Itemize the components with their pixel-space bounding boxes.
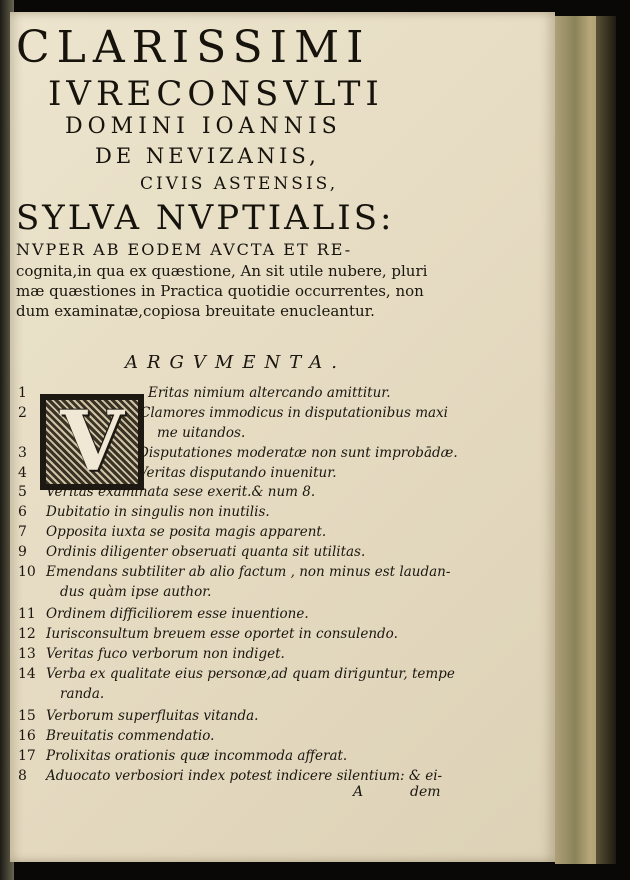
entry-text: Iurisconsultum breuem esse oportet in consulendo. [46, 626, 398, 642]
title-line-1: CLARISSIMI [16, 22, 371, 73]
entry-number: 10 [18, 564, 36, 580]
entry-number: 4 [18, 465, 27, 481]
entry-text: Ordinis diligenter obseruati quanta sit utilitas. [46, 544, 366, 560]
decorated-initial [40, 394, 144, 490]
entry-text: Breuitatis commendatio. [46, 728, 215, 744]
title-line-7: NVPER AB EODEM AVCTA ET RE- [16, 240, 353, 259]
entry-number: 2 [18, 405, 27, 421]
catchword: dem [410, 784, 441, 800]
entry-text: Ordinem difficiliorem esse inuentione. [46, 606, 309, 622]
entry-text: Verborum superfluitas vitanda. [46, 708, 259, 724]
entry-number: 5 [18, 484, 27, 500]
entry-text: Prolixitas orationis quæ incommoda afferat. [46, 748, 348, 764]
entry-text: Eritas nimium altercando amittitur. [148, 385, 391, 401]
intro-line-2: mæ quæstiones in Practica quotidie occurrentes, non [16, 282, 424, 300]
book-page [10, 12, 555, 862]
title-line-3: DOMINI IOANNIS [65, 114, 342, 139]
title-line-2: IVRECONSVLTI [48, 74, 384, 114]
argumenta-heading: ARGVMENTA. [125, 352, 346, 373]
entry-number: 6 [18, 504, 27, 520]
entry-number: 15 [18, 708, 36, 724]
entry-text: Veritas fuco verborum non indiget. [46, 646, 285, 662]
entry-text: Disputationes moderatæ non sunt improbādæ. [138, 445, 458, 461]
entry-number: 17 [18, 748, 36, 764]
entry-number: 1 [18, 385, 27, 401]
entry-text: Opposita iuxta se posita magis apparent. [46, 524, 327, 540]
entry-text: Veritas examinata sese exerit.& num 8. [46, 484, 316, 500]
entry-number: 14 [18, 666, 36, 682]
entry-text: Dubitatio in singulis non inutilis. [46, 504, 270, 520]
entry-number: 8 [18, 768, 27, 784]
intro-line-1: cognita,in qua ex quæstione, An sit utile nubere, pluri [16, 262, 428, 280]
entry-number: 16 [18, 728, 36, 744]
book-title: SYLVA NVPTIALIS: [16, 198, 395, 238]
entry-number: 3 [18, 445, 27, 461]
entry-number: 12 [18, 626, 36, 642]
entry-text: Veritas disputando inuenitur. [138, 465, 337, 481]
initial-letter: V [60, 394, 124, 490]
entry-text: Aduocato verbosiori index potest indicere silentium: & ei- [46, 768, 443, 784]
intro-line-3: dum examinatæ,copiosa breuitate enucleantur. [16, 302, 375, 320]
entry-text: Clamores immodicus in disputationibus maxi [140, 405, 448, 421]
entry-text: Emendans subtiliter ab alio factum , non minus est laudan- [46, 564, 451, 580]
title-line-4: DE NEVIZANIS, [95, 144, 320, 168]
entry-text: randa. [60, 686, 105, 702]
entry-text: me uitandos. [157, 425, 246, 441]
entry-number: 11 [18, 606, 36, 622]
entry-number: 9 [18, 544, 27, 560]
entry-number: 13 [18, 646, 36, 662]
title-line-5: CIVIS ASTENSIS, [140, 174, 339, 194]
entry-number: 7 [18, 524, 27, 540]
entry-text: Verba ex qualitate eius personæ,ad quam diriguntur, tempe [46, 666, 455, 682]
signature-mark: A [353, 784, 364, 800]
initial-ornament [46, 394, 138, 490]
entry-text: dus quàm ipse author. [60, 584, 212, 600]
